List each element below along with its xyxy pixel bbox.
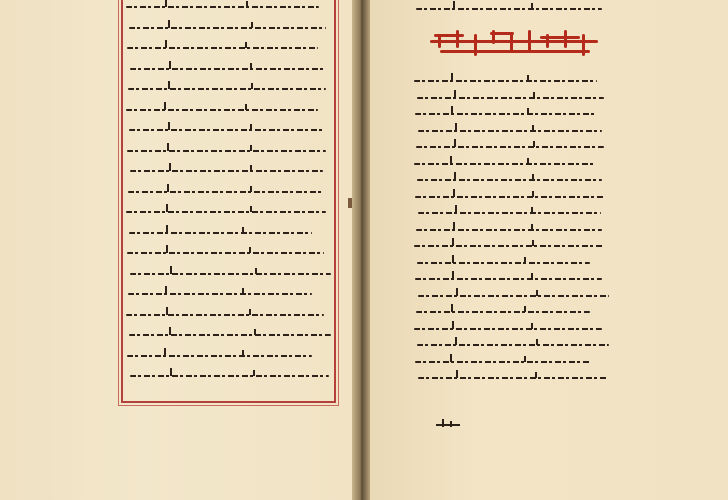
script-line xyxy=(415,361,590,363)
script-line xyxy=(418,130,602,132)
script-line xyxy=(418,377,607,379)
script-line xyxy=(418,212,601,214)
catchword xyxy=(436,418,460,430)
script-line xyxy=(414,245,604,247)
script-line xyxy=(127,252,324,254)
script-line xyxy=(128,191,324,193)
rubric-stroke xyxy=(528,30,531,52)
script-line xyxy=(130,170,323,172)
script-line xyxy=(128,293,312,295)
script-line xyxy=(417,262,590,264)
script-line xyxy=(414,328,602,330)
script-line xyxy=(417,179,602,181)
script-line xyxy=(415,113,596,115)
script-line xyxy=(416,229,602,231)
rubric-stroke xyxy=(440,50,590,53)
script-line xyxy=(129,27,326,29)
script-line xyxy=(414,80,597,82)
manuscript-page-left xyxy=(0,0,352,500)
script-line xyxy=(127,150,326,152)
script-line xyxy=(415,196,604,198)
rubric-stroke xyxy=(456,30,459,48)
script-line xyxy=(417,97,604,99)
rubric-stroke xyxy=(582,34,585,56)
rubricated-heading xyxy=(430,30,598,62)
script-line xyxy=(126,314,324,316)
script-line xyxy=(414,163,596,165)
script-line xyxy=(126,211,326,213)
script-line xyxy=(415,278,602,280)
script-line xyxy=(130,68,324,70)
rubric-stroke xyxy=(492,30,495,44)
script-line xyxy=(129,232,312,234)
script-line xyxy=(416,146,604,148)
script-line xyxy=(127,47,318,49)
rubric-stroke xyxy=(564,30,567,48)
rubric-stroke xyxy=(438,34,441,48)
script-line xyxy=(416,311,590,313)
script-line xyxy=(129,129,324,131)
script-line xyxy=(129,334,331,336)
manuscript-page-right xyxy=(370,0,728,500)
rubric-stroke xyxy=(546,34,549,48)
script-line xyxy=(126,109,318,111)
script-line xyxy=(130,273,331,275)
rubric-stroke xyxy=(474,34,477,56)
ruled-frame-left xyxy=(121,0,336,403)
script-line xyxy=(418,295,609,297)
script-line xyxy=(130,375,329,377)
script-line xyxy=(417,344,609,346)
script-line xyxy=(126,6,319,8)
script-line xyxy=(416,8,602,10)
script-line xyxy=(128,88,326,90)
book-gutter xyxy=(352,0,370,500)
script-line xyxy=(127,355,312,357)
rubric-stroke xyxy=(510,34,513,52)
